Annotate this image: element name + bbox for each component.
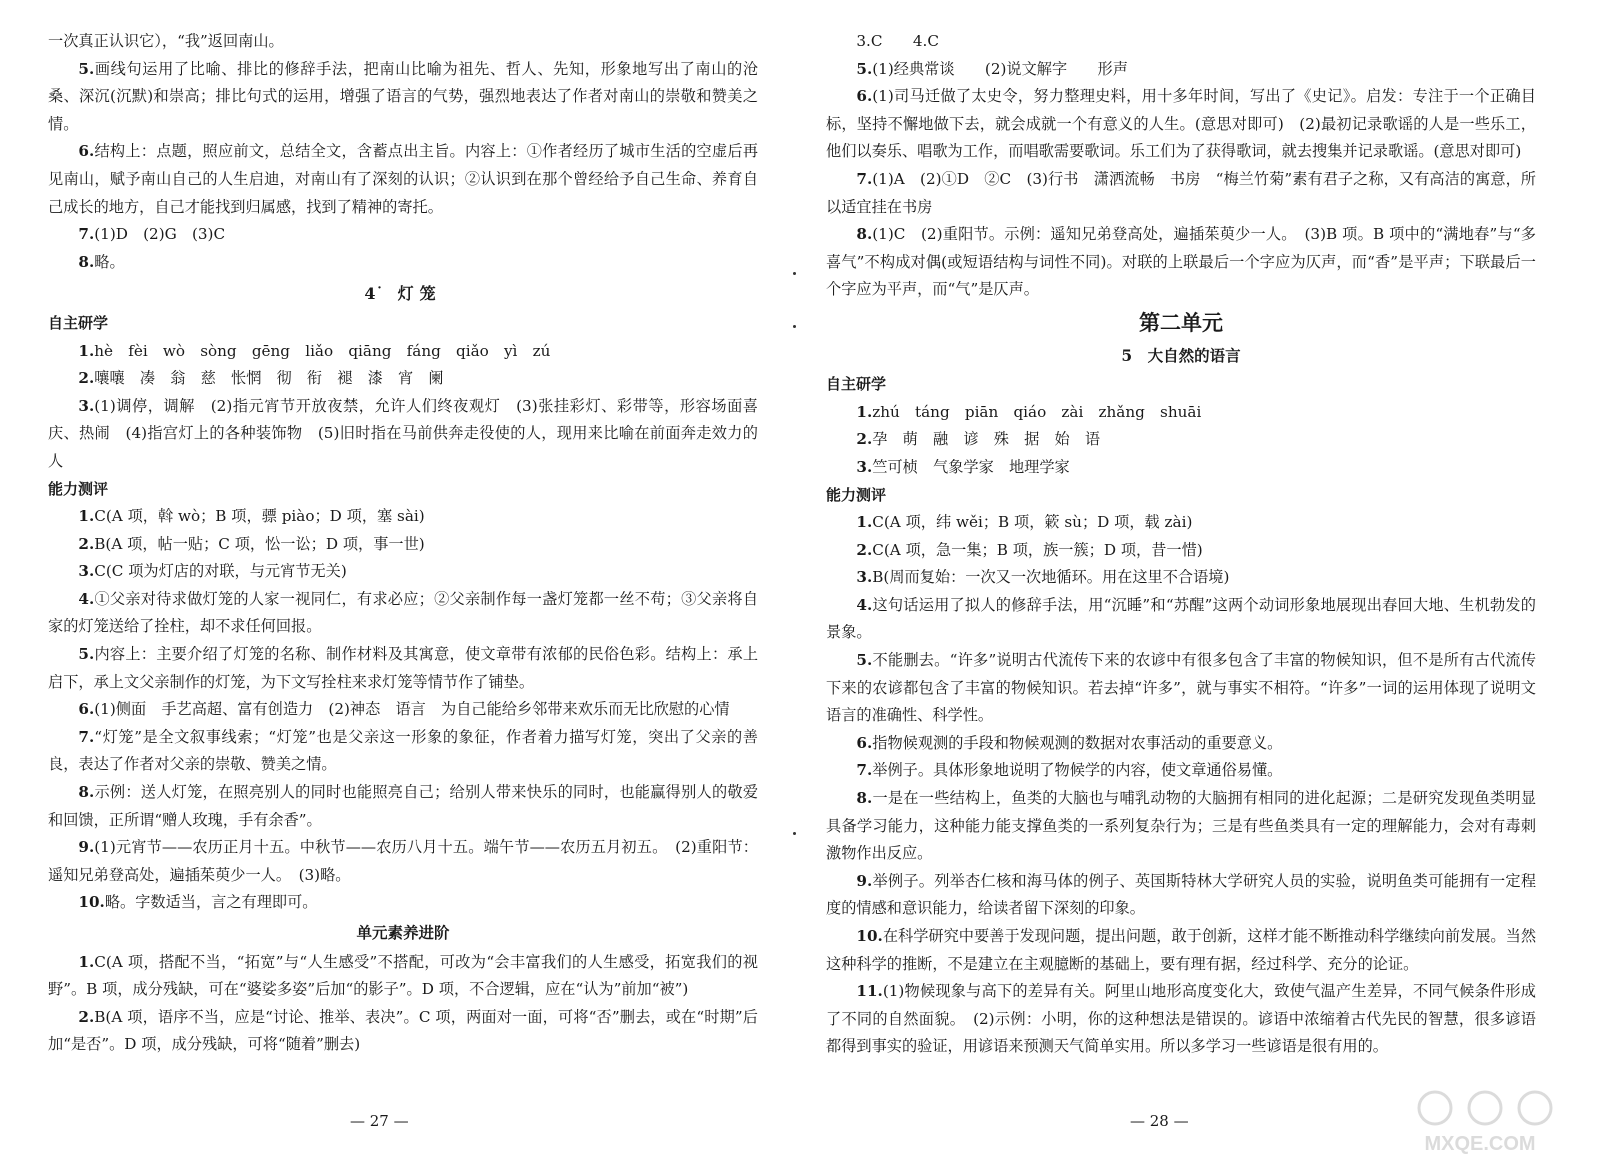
answer-6: 6.指物候观测的手段和物候观测的数据对农事活动的重要意义。 <box>856 733 1283 752</box>
answer-2: 2.B(A 项，语序不当，应是“讨论、推举、表决”。C 项，两面对一面，可将“否”删去，或在“时期”后加“是否”。D 项，成分残缺，可将“随着”删去) <box>48 1007 758 1054</box>
answer-2: 2.C(A 项，急一集；B 项，族一簇；D 项，昔一惜) <box>856 540 1203 559</box>
answer-1: 1.hè fèi wò sòng gēng liǎo qiāng fáng qiǎo yì zú <box>78 341 551 360</box>
paragraph: 一次真正认识它），“我”返回南山。 <box>48 32 284 50</box>
answer-8: 8.示例：送人灯笼，在照亮别人的同时也能照亮自己；给别人带来快乐的同时，也能赢得别人的敬爱和回馈，正所谓“赠人玫瑰，手有余香”。 <box>48 783 758 829</box>
answer-2: 2.B(A 项，帖一贴；C 项，忪一讼；D 项，事一世) <box>78 534 425 553</box>
lesson-heading: 5 大自然的语言 <box>1121 345 1241 365</box>
answer-1: 1.C(A 项，斡 wò；B 项，骠 piào；D 项，塞 sài) <box>78 507 425 526</box>
answer-6: 6.结构上：点题，照应前文，总结全文，含蓄点出主旨。内容上：①作者经历了城市生活的空虚后再见南山，赋予南山自己的人生启迪，对南山有了深刻的认识；②认识到在那个曾经给予自己生命、养育自己成长的地方，自己才能找到归属感，找到了精神的寄托。 <box>48 142 758 216</box>
answer-1: 1.C(A 项，搭配不当，“拓宽”与“人生感受”不搭配，可改为“会丰富我们的人生感受，拓宽我们的视野”。B 项，成分残缺，可在“婆娑多姿”后加“的影子”。D 项，不合逻辑，应在“认为”前加“被”) <box>48 952 758 999</box>
answer-3: 3.B(周而复始：一次又一次地循环。用在这里不合语境) <box>856 568 1230 587</box>
answer-10: 10.略。字数适当，言之有理即可。 <box>78 893 318 912</box>
unit-title: 第二单元 <box>1139 310 1223 335</box>
unit-advance-heading: 单元素养进阶 <box>356 923 450 942</box>
answer-11: 11.(1)物候现象与高下的差异有关。阿里山地形高度变化大，致使气温产生差异，不同气候条件形成了不同的自然面貌。 (2)示例：小明，你的这种想法是错误的。谚语中浓缩着古代先民的智慧，很多谚语都得到事实的验证，用谚语来预测天气简单实用。所以多学习一些谚语是很有用的。 <box>826 982 1536 1056</box>
answer-2: 2.嚷嚷 凑 翁 慈 怅惘 彻 衔 褪 漆 宵 阑 <box>78 369 444 388</box>
section-heading: 自主研学 <box>48 313 109 332</box>
svg-text:MXQE.COM: MXQE.COM <box>1424 1133 1536 1155</box>
binding-dot <box>793 832 796 835</box>
page-number: — 27 — <box>350 1112 409 1130</box>
left-page <box>48 28 758 1059</box>
answer-3: 3.(1)调停，调解 (2)指元宵节开放夜禁，允许人们终夜观灯 (3)张挂彩灯、彩带等，形容场面喜庆、热闹 (4)指宫灯上的各种装饰物 (5)旧时指在马前供奔走役使的人，现用来比喻在前面奔走效力的人 <box>48 396 758 470</box>
answer-4: 4.①父亲对待求做灯笼的人家一视同仁，有求必应；②父亲制作每一盏灯笼都一丝不苟；③父亲将自家的灯笼送给了拴柱，却不求任何回报。 <box>48 589 758 636</box>
answer-3: 3.C(C 项为灯店的对联，与元宵节无关) <box>78 562 347 581</box>
answer-5: 5.(1)经典常谈 (2)说文解字 形声 <box>856 59 1128 78</box>
answer-5: 5.画线句运用了比喻、排比的修辞手法，把南山比喻为祖先、哲人、先知，形象地写出了南山的沧桑、深沉(沉默)和崇高；排比句式的运用，增强了语言的气势，强烈地表达了作者对南山的崇敬和赞美之情。 <box>48 59 758 133</box>
page-number: — 28 — <box>1130 1112 1189 1130</box>
watermark-logo <box>1390 1086 1570 1156</box>
answer-7: 7.“灯笼”是全文叙事线索；“灯笼”也是父亲这一形象的象征，作者着力描写灯笼，突出了父亲的善良，表达了作者对父亲的崇敬、赞美之情。 <box>48 727 758 774</box>
section-heading: 能力测评 <box>48 479 109 498</box>
answer-3: 3.竺可桢 气象学家 地理学家 <box>856 457 1070 476</box>
answer-7: 7.(1)A (2)①D ②C (3)行书 潇洒流畅 书房 “梅兰竹菊”素有君子之称，又有高洁的寓意，所以适宜挂在书房 <box>826 169 1536 216</box>
binding-dot <box>793 272 796 275</box>
answer-8: 8.一是在一些结构上，鱼类的大脑也与哺乳动物的大脑拥有相同的进化起源；二是研究发现鱼类明显具备学习能力，这种能力能支撑鱼类的一系列复杂行为；三是有些鱼类具有一定的理解能力，会对有毒刺激物作出反应。 <box>826 789 1536 863</box>
answer-2: 2.孕 萌 融 谚 殊 据 始 语 <box>856 430 1101 449</box>
answer-4: 4.这句话运用了拟人的修辞手法，用“沉睡”和“苏醒”这两个动词形象地展现出春回大地、生机勃发的景象。 <box>826 595 1536 642</box>
binding-dot <box>793 325 796 328</box>
section-heading: 能力测评 <box>826 485 887 504</box>
answer-3-4: 3.C 4.C <box>856 32 939 50</box>
section-heading: 自主研学 <box>826 375 887 394</box>
lesson-heading: 4˙ 灯笼 <box>364 284 442 304</box>
answer-5: 5.内容上：主要介绍了灯笼的名称、制作材料及其寓意，使文章带有浓郁的民俗色彩。结构上：承上启下，承上文父亲制作的灯笼，为下文写拴柱来求灯笼等情节作了铺垫。 <box>48 645 758 691</box>
answer-6: 6.(1)侧面 手艺高超、富有创造力 (2)神态 语言 为自己能给乡邻带来欢乐而无比欣慰的心情 <box>78 700 730 719</box>
answer-8: 8.略。 <box>78 252 125 271</box>
answer-5: 5.不能删去。“许多”说明古代流传下来的农谚中有很多包含了丰富的物候知识，但不是所有古代流传下来的农谚都包含了丰富的物候知识。若去掉“许多”，就与事实不相符。“许多”一词的运用体现了说明文语言的准确性、科学性。 <box>826 651 1536 725</box>
answer-1: 1.zhú táng piān qiáo zài zhǎng shuāi <box>856 402 1202 421</box>
answer-10: 10.在科学研究中要善于发现问题，提出问题，敢于创新，这样才能不断推动科学继续向前发展。当然这种科学的推断，不是建立在主观臆断的基础上，要有理有据，经过科学、充分的论证。 <box>826 927 1536 973</box>
answer-7: 7.举例子。具体形象地说明了物候学的内容，使文章通俗易懂。 <box>856 761 1283 780</box>
answer-7: 7.(1)D (2)G (3)C <box>78 225 226 244</box>
answer-6: 6.(1)司马迁做了太史令，努力整理史料，用十多年时间，写出了《史记》。启发：专注于一个正确目标，坚持不懈地做下去，就会成就一个有意义的人生。(意思对即可) (2)最初记录歌谣的人是一些乐工，他们以奏乐、唱歌为工作，而唱歌需要歌词。乐工们为了获得歌词，就去搜集并记录歌谣。(意思对即可) <box>826 87 1536 161</box>
right-page <box>826 28 1536 1061</box>
answer-1: 1.C(A 项，纬 wěi；B 项，簌 sù；D 项，载 zài) <box>856 513 1193 532</box>
answer-8: 8.(1)C (2)重阳节。示例：遥知兄弟登高处，遍插茱萸少一人。 (3)B 项。B 项中的“满地春”与“多喜气”不构成对偶(或短语结构与词性不同)。对联的上联最后一个字应为仄声，而“香”是平声；下联最后一个字应为平声，而“气”是仄声。 <box>826 225 1536 299</box>
answer-9: 9.(1)元宵节——农历正月十五。中秋节——农历八月十五。端午节——农历五月初五。 (2)重阳节：遥知兄弟登高处，遍插茱萸少一人。 (3)略。 <box>48 838 758 884</box>
answer-9: 9.举例子。列举杏仁核和海马体的例子、英国斯特林大学研究人员的实验，说明鱼类可能拥有一定程度的情感和意识能力，给读者留下深刻的印象。 <box>826 871 1536 918</box>
